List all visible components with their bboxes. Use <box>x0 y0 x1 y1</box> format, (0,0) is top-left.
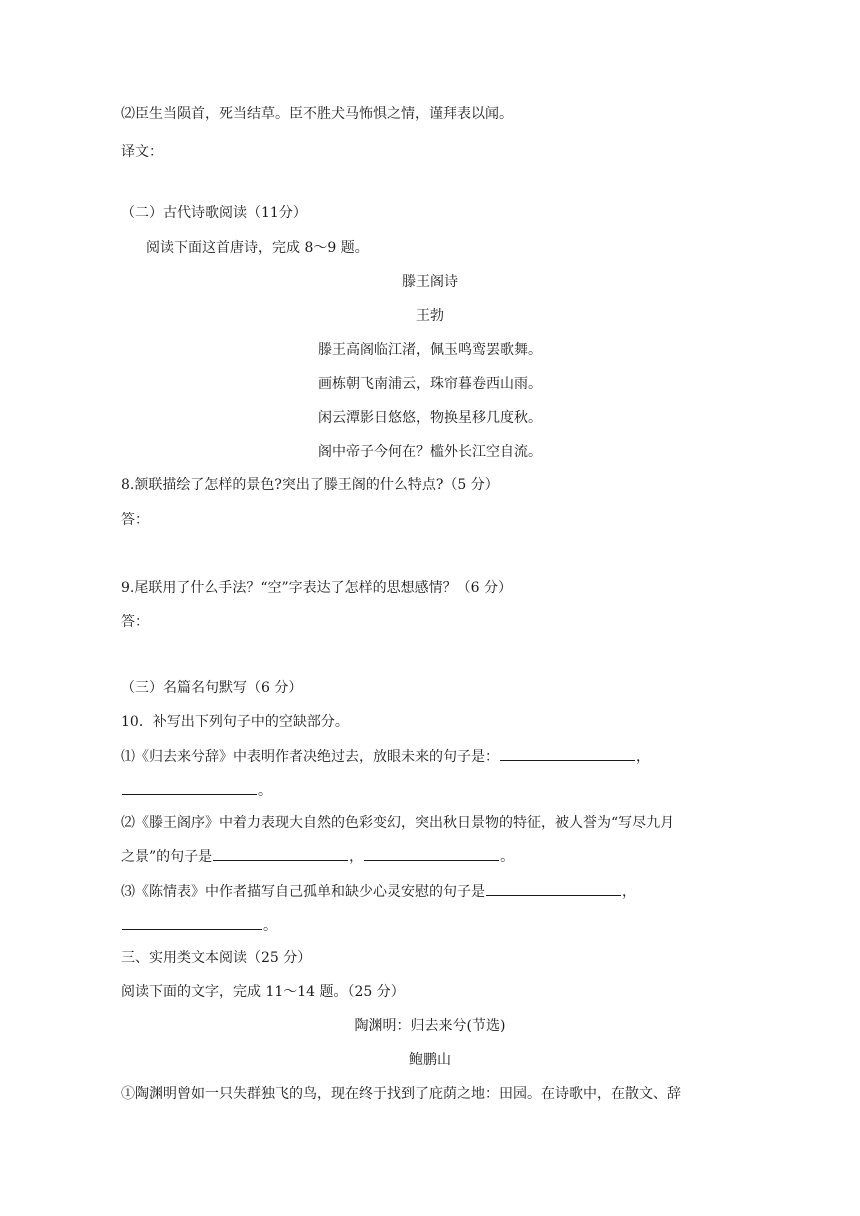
answer-blank[interactable] <box>213 846 348 861</box>
period: 。 <box>258 783 272 799</box>
dictation-item-3 <box>121 881 636 902</box>
answer-blank[interactable] <box>364 846 499 861</box>
poetry-instruction: 阅读下面这首唐诗，完成 8～9 题。 <box>146 240 369 256</box>
poem-author: 王勃 <box>416 308 444 324</box>
period: 。 <box>500 849 515 865</box>
dictation-item-3-line2 <box>121 915 277 936</box>
answer-blank[interactable] <box>500 746 635 761</box>
poem-title: 滕王阁诗 <box>402 274 458 290</box>
dictation-item-2: ⑵《滕王阁序》中着力表现大自然的色彩变幻，突出秋日景物的特征，被人誉为“写尽九月 <box>121 815 675 831</box>
dictation-item-1-text: ⑴《归去来兮辞》中表明作者决绝过去，放眼未来的句子是： <box>121 749 499 765</box>
dictation-item-2-cont: 之景”的句子是 <box>121 849 213 865</box>
question-8: 8.颔联描绘了怎样的景色?突出了滕王阁的什么特点?（5 分） <box>121 477 499 493</box>
comma: ， <box>622 884 636 900</box>
poetry-section-heading: （二）古代诗歌阅读（11分） <box>121 205 307 221</box>
period: 。 <box>263 918 277 934</box>
question-8-answer-label: 答： <box>121 512 149 528</box>
dictation-item-2-line2 <box>121 846 514 867</box>
dictation-item-1-line2 <box>121 780 272 801</box>
classical-sentence-2: ⑵臣生当陨首，死当结草。臣不胜犬马怖惧之情，谨拜表以闻。 <box>121 106 513 122</box>
article-author: 鲍鹏山 <box>409 1052 451 1068</box>
poem-line: 画栋朝飞南浦云，珠帘暮卷西山雨。 <box>318 376 542 392</box>
practical-instruction: 阅读下面的文字，完成 11～14 题。（25 分） <box>121 984 405 1000</box>
dictation-item-1 <box>121 746 650 767</box>
comma: ， <box>636 749 650 765</box>
question-10: 10．补写出下列句子中的空缺部分。 <box>121 714 349 730</box>
question-9: 9.尾联用了什么手法？“空”字表达了怎样的思想感情？（6 分） <box>121 580 513 596</box>
answer-blank[interactable] <box>122 915 262 930</box>
dictation-section-heading: （三）名篇名句默写（6 分） <box>121 680 303 696</box>
poem-line: 闲云潭影日悠悠，物换星移几度秋。 <box>318 410 542 426</box>
poem-line: 阁中帝子今何在？槛外长江空自流。 <box>318 444 542 460</box>
translation-label: 译文： <box>121 144 163 160</box>
question-9-answer-label: 答： <box>121 614 149 630</box>
answer-blank[interactable] <box>486 881 621 896</box>
article-title: 陶渊明：归去来兮(节选) <box>354 1018 506 1034</box>
dictation-item-3-text: ⑶《陈情表》中作者描写自己孤单和缺少心灵安慰的句子是 <box>121 884 485 900</box>
comma: ， <box>349 849 364 865</box>
article-paragraph-1: ①陶渊明曾如一只失群独飞的鸟，现在终于找到了庇荫之地：田园。在诗歌中，在散文、辞 <box>121 1086 681 1102</box>
answer-blank[interactable] <box>122 780 257 795</box>
poem-line: 滕王高阁临江渚，佩玉鸣鸾罢歌舞。 <box>318 342 542 358</box>
practical-section-heading: 三、实用类文本阅读（25 分） <box>121 950 312 966</box>
